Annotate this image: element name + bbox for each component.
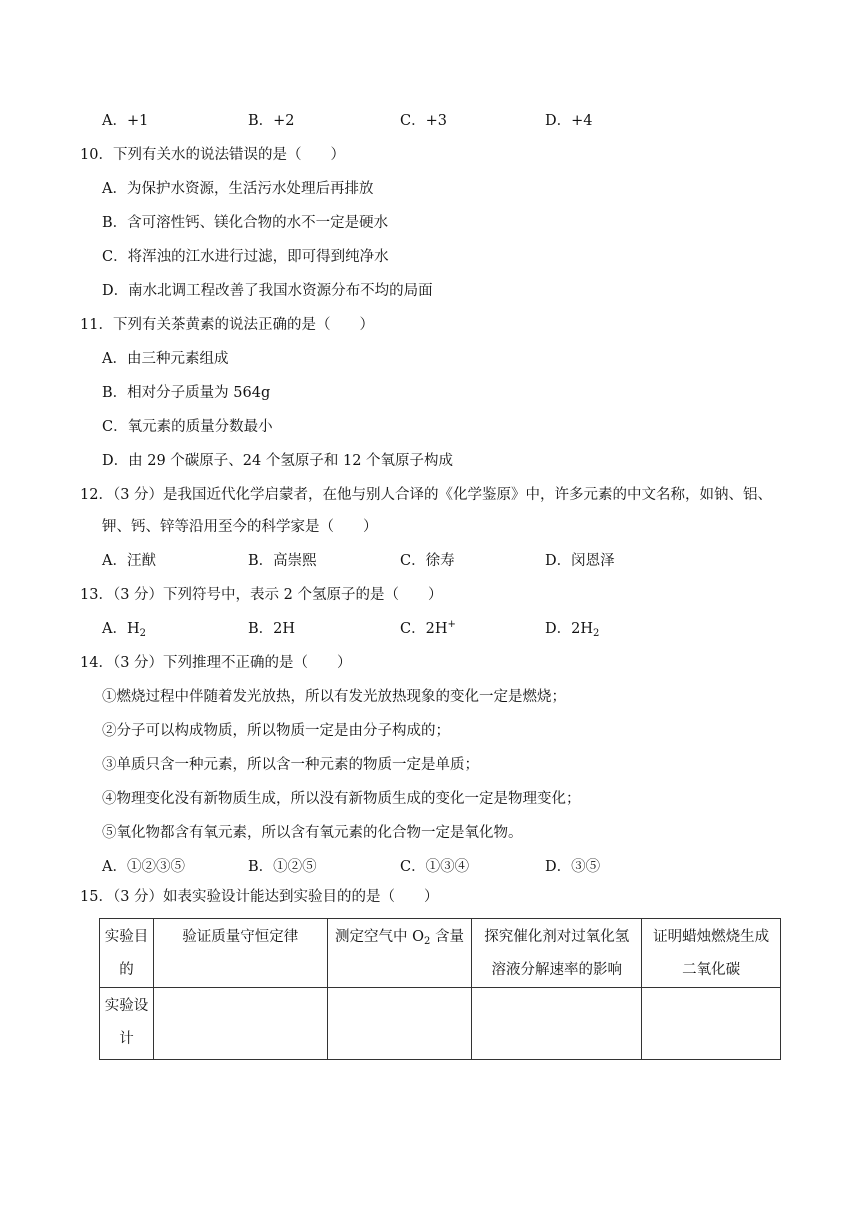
q10-option-a: A．为保护水资源，生活污水处理后再排放 xyxy=(102,181,374,197)
q15-stem: 15．（3 分）如表实验设计能达到实验目的的是（ ） xyxy=(80,889,439,905)
q9-option-b: B．+2 xyxy=(248,113,295,129)
table-cell-col3: 探究催化剂对过氧化氢 溶液分解速率的影响 xyxy=(472,919,642,988)
q15-table xyxy=(99,918,781,1060)
q9-option-a: A．+1 xyxy=(102,113,149,129)
q11-option-a: A．由三种元素组成 xyxy=(102,351,229,367)
q13-option-b: B．2H xyxy=(248,621,296,637)
q13-stem: 13．（3 分）下列符号中，表示 2 个氢原子的是（ ） xyxy=(80,587,443,603)
design-cell-4 xyxy=(642,988,781,1060)
q14-option-d: D．③⑤ xyxy=(545,859,601,875)
q11-option-d: D．由 29 个碳原子、24 个氢原子和 12 个氧原子构成 xyxy=(102,453,454,469)
q12-option-d: D．闵恩泽 xyxy=(545,553,615,569)
q10-option-c: C．将浑浊的江水进行过滤，即可得到纯净水 xyxy=(102,249,389,265)
q12-option-b: B．高崇熙 xyxy=(248,553,317,569)
design-cell-1 xyxy=(153,988,327,1060)
q11-stem: 11．下列有关茶黄素的说法正确的是（ ） xyxy=(80,317,374,333)
q14-statement-2: ②分子可以构成物质，所以物质一定是由分子构成的； xyxy=(102,723,450,739)
q14-statement-3: ③单质只含一种元素，所以含一种元素的物质一定是单质； xyxy=(102,757,479,773)
q10-stem: 10．下列有关水的说法错误的是（ ） xyxy=(80,147,345,163)
row-header-purpose: 实验目 的 xyxy=(100,919,154,988)
q10-option-b: B．含可溶性钙、镁化合物的水不一定是硬水 xyxy=(102,215,389,231)
q12-stem-line2: 钾、钙、锌等沿用至今的科学家是（ ） xyxy=(102,519,378,535)
q9-option-d: D．+4 xyxy=(545,113,593,129)
q9-option-c: C．+3 xyxy=(400,113,447,129)
q14-stem: 14．（3 分）下列推理不正确的是（ ） xyxy=(80,655,352,671)
q11-option-b: B．相对分子质量为 564g xyxy=(102,385,271,401)
q12-option-a: A．汪猷 xyxy=(102,553,156,569)
q12-stem-line1: 12．（3 分）是我国近代化学启蒙者，在他与别人合译的《化学鉴原》中，许多元素的中文名称，如钠、铝、 xyxy=(80,487,773,503)
table-row xyxy=(100,988,781,1060)
table-cell-col4: 证明蜡烛燃烧生成 二氧化碳 xyxy=(642,919,781,988)
q14-option-a: A．①②③⑤ xyxy=(102,859,185,875)
q14-option-c: C．①③④ xyxy=(400,859,470,875)
design-cell-3 xyxy=(472,988,642,1060)
q11-option-c: C．氧元素的质量分数最小 xyxy=(102,419,273,435)
q14-statement-5: ⑤氧化物都含有氧元素，所以含有氧元素的化合物一定是氧化物。 xyxy=(102,825,523,841)
table-cell-col1: 验证质量守恒定律 xyxy=(153,919,327,988)
q14-statement-4: ④物理变化没有新物质生成，所以没有新物质生成的变化一定是物理变化； xyxy=(102,791,581,807)
q13-option-a: A．$H_2$ xyxy=(102,621,146,639)
q13-option-d: D．$2H_2$ xyxy=(545,621,600,639)
row-header-design: 实验设 计 xyxy=(100,988,154,1060)
q13-option-c: C．2H+ xyxy=(400,619,456,637)
q14-option-b: B．①②⑤ xyxy=(248,859,317,875)
q14-statement-1: ①燃烧过程中伴随着发光放热，所以有发光放热现象的变化一定是燃烧； xyxy=(102,689,566,705)
design-cell-2 xyxy=(327,988,472,1060)
q10-option-d: D．南水北调工程改善了我国水资源分布不均的局面 xyxy=(102,283,433,299)
table-cell-col2: 测定空气中 $O_2$ 含量 xyxy=(327,919,472,988)
q12-option-c: C．徐寿 xyxy=(400,553,455,569)
table-row xyxy=(100,919,781,988)
